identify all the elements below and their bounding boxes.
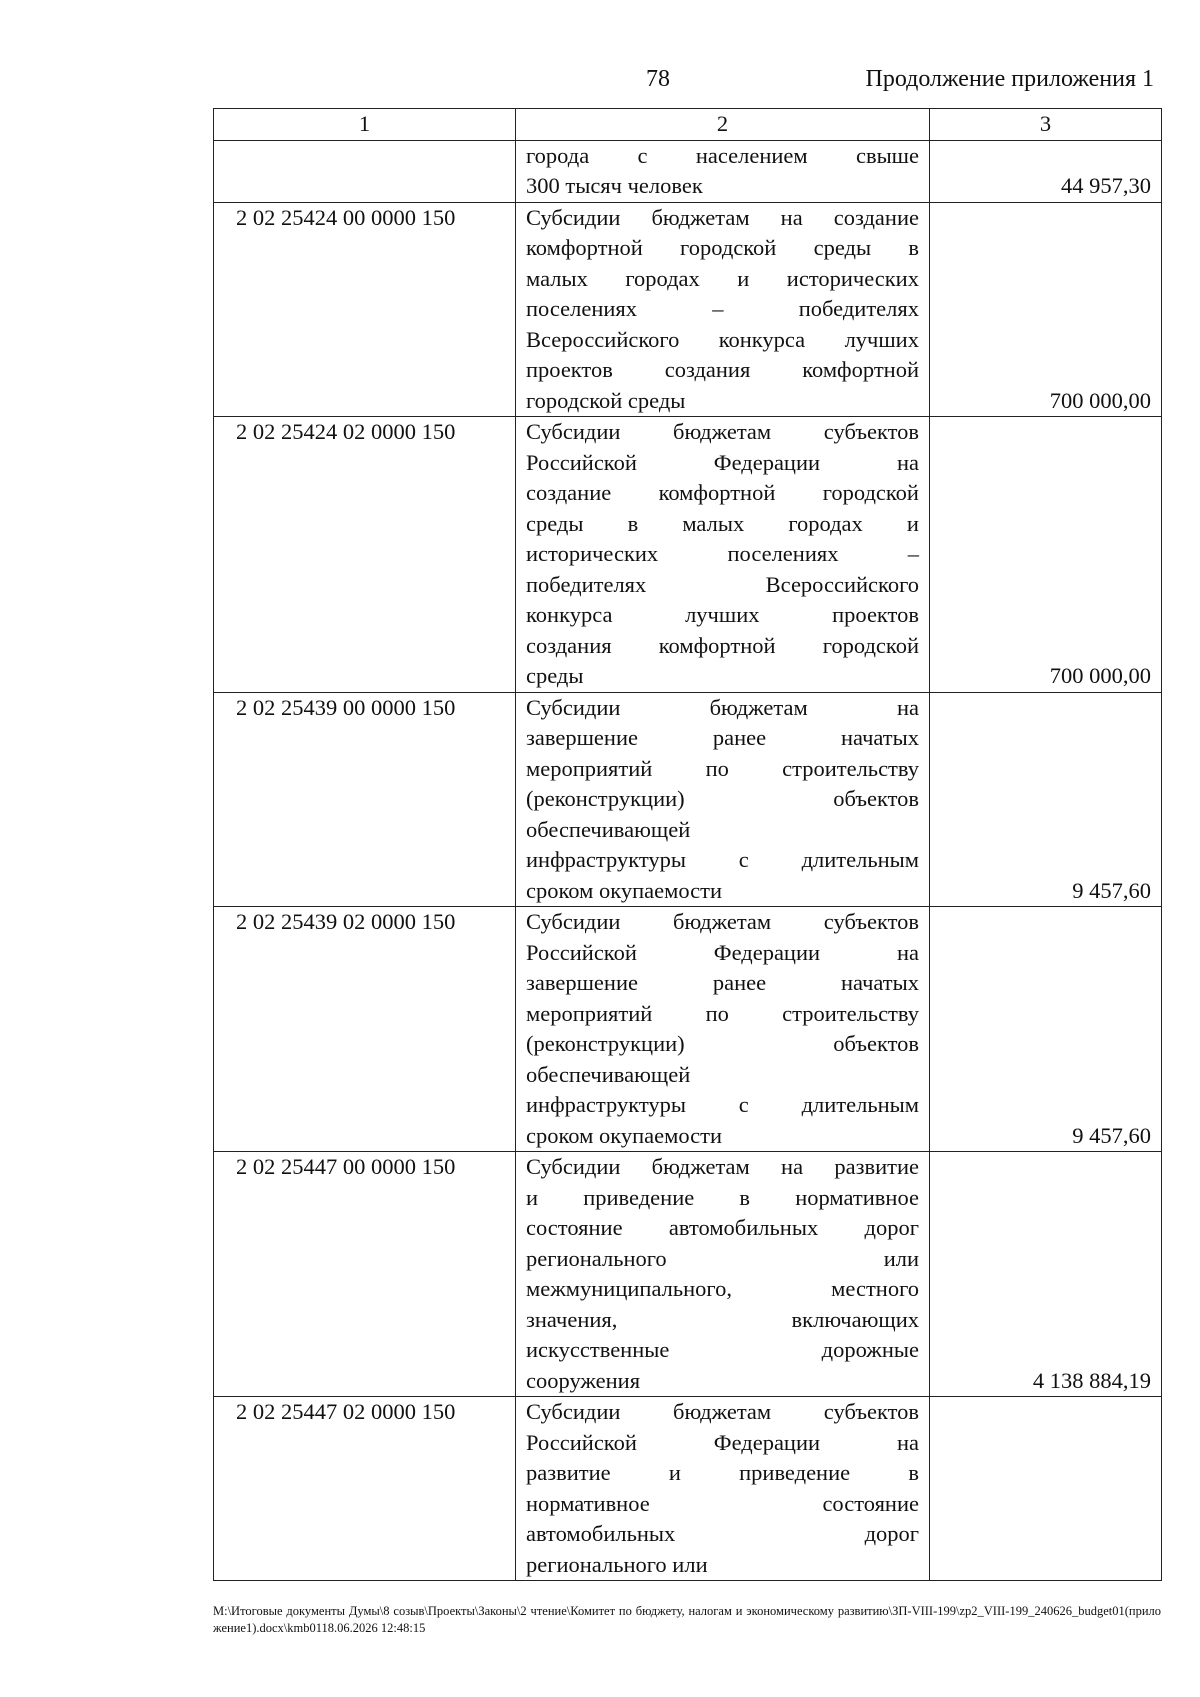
word: автомобильных bbox=[526, 1521, 676, 1546]
word: свыше bbox=[855, 142, 919, 168]
row-description-cell bbox=[516, 1397, 930, 1581]
row-code-cell: 2 02 25439 02 0000 150 bbox=[214, 907, 516, 1152]
table-row bbox=[214, 1152, 1162, 1397]
description-line bbox=[526, 938, 919, 969]
word: в bbox=[739, 1184, 751, 1210]
word: длительным bbox=[801, 1092, 919, 1117]
word: создания bbox=[526, 632, 612, 658]
word: городской bbox=[680, 235, 777, 260]
word: бюджетам bbox=[673, 1399, 772, 1424]
row-code-cell: 2 02 25424 00 0000 150 bbox=[214, 202, 516, 417]
word: Российской bbox=[526, 1429, 637, 1455]
word: субъектов bbox=[823, 909, 919, 934]
description-line bbox=[526, 1397, 919, 1428]
description-line bbox=[526, 631, 919, 662]
word: победителях bbox=[526, 571, 647, 597]
row-amount-cell: 700 000,00 bbox=[930, 202, 1162, 417]
word: завершение bbox=[526, 970, 638, 995]
description-line bbox=[526, 448, 919, 479]
word: комфортной bbox=[802, 357, 919, 382]
column-header-code: 1 bbox=[214, 109, 516, 141]
description-line bbox=[526, 1458, 919, 1489]
word: города bbox=[526, 142, 590, 168]
word: мероприятий bbox=[526, 1000, 653, 1026]
description-line bbox=[526, 478, 919, 509]
word: дорожные bbox=[821, 1337, 919, 1362]
word: на bbox=[896, 694, 919, 720]
word: исторических bbox=[786, 265, 919, 291]
row-description-cell bbox=[516, 202, 930, 417]
word: городах bbox=[625, 265, 700, 291]
description-line bbox=[526, 417, 919, 448]
description-line bbox=[526, 1090, 919, 1121]
word: Российской bbox=[526, 449, 637, 475]
page-number: 78 bbox=[646, 66, 670, 92]
word: Субсидии bbox=[526, 419, 621, 444]
word: автомобильных bbox=[668, 1215, 819, 1240]
table-header-row bbox=[214, 109, 1162, 141]
word: среды bbox=[526, 510, 584, 536]
word: состояние bbox=[526, 1215, 623, 1240]
word: инфраструктуры bbox=[526, 1092, 686, 1117]
word: бюджетам bbox=[673, 909, 772, 934]
row-amount-cell: 44 957,30 bbox=[930, 140, 1162, 202]
word: на bbox=[896, 1429, 919, 1455]
word: и bbox=[668, 1460, 681, 1485]
word: среды bbox=[813, 235, 872, 260]
description-line bbox=[526, 1213, 919, 1244]
description-line bbox=[526, 600, 919, 631]
description-line bbox=[526, 1305, 919, 1336]
word: включающих bbox=[791, 1306, 919, 1332]
description-line bbox=[526, 784, 919, 815]
row-amount-cell: 9 457,60 bbox=[930, 692, 1162, 907]
description-line: сроком окупаемости bbox=[526, 877, 722, 903]
row-description-cell bbox=[516, 1152, 930, 1397]
table-row bbox=[214, 417, 1162, 693]
budget-table bbox=[213, 108, 1162, 1581]
row-code-cell: 2 02 25447 00 0000 150 bbox=[214, 1152, 516, 1397]
word: конкурса bbox=[526, 602, 613, 627]
description-line bbox=[526, 233, 919, 264]
word: создания bbox=[664, 357, 751, 382]
word: с bbox=[738, 847, 749, 872]
description-line bbox=[526, 141, 919, 172]
word: проектов bbox=[526, 357, 613, 382]
word: межмуниципального, bbox=[526, 1276, 732, 1301]
word: (реконструкции) bbox=[526, 1031, 685, 1056]
word: развитие bbox=[526, 1460, 611, 1485]
word: создание bbox=[833, 204, 919, 230]
word: субъектов bbox=[823, 1399, 919, 1424]
word: и bbox=[526, 1184, 539, 1210]
row-description-cell bbox=[516, 140, 930, 202]
word: бюджетам bbox=[651, 1154, 750, 1179]
word: объектов bbox=[833, 1031, 919, 1056]
word: развитие bbox=[834, 1154, 919, 1179]
word: с bbox=[738, 1092, 749, 1117]
word: городской bbox=[822, 480, 919, 505]
table-row bbox=[214, 907, 1162, 1152]
word: Всероссийского bbox=[765, 571, 919, 597]
word: Субсидии bbox=[526, 694, 621, 720]
word: нормативное bbox=[795, 1184, 919, 1210]
word: начатых bbox=[840, 725, 919, 750]
description-line bbox=[526, 754, 919, 785]
word: Всероссийского bbox=[526, 326, 680, 352]
word: приведение bbox=[739, 1460, 851, 1485]
word: значения, bbox=[526, 1306, 618, 1332]
word: дорог bbox=[864, 1521, 919, 1546]
table-row bbox=[214, 140, 1162, 202]
word: городской bbox=[822, 632, 919, 658]
row-code-cell: 2 02 25424 02 0000 150 bbox=[214, 417, 516, 693]
word: комфортной bbox=[658, 632, 776, 658]
word: Субсидии bbox=[526, 1399, 621, 1424]
description-line bbox=[526, 570, 919, 601]
row-amount-cell: 9 457,60 bbox=[930, 907, 1162, 1152]
description-line bbox=[526, 1519, 919, 1550]
word: мероприятий bbox=[526, 755, 653, 781]
row-description-cell bbox=[516, 907, 930, 1152]
row-amount-cell bbox=[930, 1397, 1162, 1581]
word: нормативное bbox=[526, 1490, 650, 1516]
word: приведение bbox=[583, 1184, 695, 1210]
word: ранее bbox=[712, 725, 767, 750]
word: населением bbox=[695, 142, 808, 168]
word: конкурса bbox=[718, 326, 806, 352]
continuation-label: Продолжение приложения 1 bbox=[865, 66, 1154, 92]
word: в bbox=[627, 510, 639, 536]
table-row bbox=[214, 202, 1162, 417]
description-line: 300 тысяч человек bbox=[526, 173, 703, 198]
description-line bbox=[526, 264, 919, 295]
column-header-description: 2 bbox=[516, 109, 930, 141]
word: комфортной bbox=[658, 480, 776, 505]
word: обеспечивающей bbox=[526, 1061, 691, 1087]
word: ранее bbox=[712, 970, 767, 995]
description-line bbox=[526, 693, 919, 724]
row-description-cell bbox=[516, 417, 930, 693]
word: исторических bbox=[526, 541, 659, 566]
row-amount-cell: 700 000,00 bbox=[930, 417, 1162, 693]
word: обеспечивающей bbox=[526, 816, 691, 842]
description-line bbox=[526, 907, 919, 938]
word: искусственные bbox=[526, 1337, 670, 1362]
description-line bbox=[526, 845, 919, 876]
word: Субсидии bbox=[526, 909, 621, 934]
word: и bbox=[737, 265, 750, 291]
word: состояние bbox=[822, 1490, 919, 1516]
description-line bbox=[526, 968, 919, 999]
description-line bbox=[526, 1152, 919, 1183]
word: создание bbox=[526, 480, 612, 505]
description-line bbox=[526, 355, 919, 386]
description-line bbox=[526, 1244, 919, 1275]
word: начатых bbox=[840, 970, 919, 995]
word: проектов bbox=[832, 602, 919, 627]
word: – bbox=[712, 296, 724, 321]
word: (реконструкции) bbox=[526, 786, 685, 811]
word: на bbox=[896, 939, 919, 965]
description-line bbox=[526, 815, 919, 846]
row-amount-cell: 4 138 884,19 bbox=[930, 1152, 1162, 1397]
word: длительным bbox=[801, 847, 919, 872]
word: Субсидии bbox=[526, 1154, 621, 1179]
word: малых bbox=[682, 510, 745, 536]
row-code-cell: 2 02 25447 02 0000 150 bbox=[214, 1397, 516, 1581]
word: лучших bbox=[685, 602, 760, 627]
description-line bbox=[526, 1335, 919, 1366]
description-line: городской среды bbox=[526, 387, 686, 413]
word: бюджетам bbox=[651, 204, 750, 230]
word: Субсидии bbox=[526, 204, 621, 230]
word: в bbox=[908, 1460, 919, 1485]
column-header-amount: 3 bbox=[930, 109, 1162, 141]
row-code-cell: 2 02 25439 00 0000 150 bbox=[214, 692, 516, 907]
word: – bbox=[907, 541, 919, 566]
word: местного bbox=[831, 1276, 919, 1301]
word: по bbox=[705, 755, 729, 781]
description-line bbox=[526, 509, 919, 540]
word: бюджетам bbox=[709, 694, 808, 720]
word: регионального bbox=[526, 1245, 667, 1271]
word: дорог bbox=[864, 1215, 919, 1240]
word: субъектов bbox=[823, 419, 919, 444]
word: Федерации bbox=[713, 1429, 821, 1455]
description-line bbox=[526, 203, 919, 234]
description-line: регионального или bbox=[526, 1551, 708, 1577]
word: завершение bbox=[526, 725, 638, 750]
word: по bbox=[705, 1000, 729, 1026]
description-line: среды bbox=[526, 663, 584, 688]
description-line bbox=[526, 1274, 919, 1305]
description-line bbox=[526, 1489, 919, 1520]
description-line: сроком окупаемости bbox=[526, 1122, 722, 1148]
word: победителях bbox=[798, 296, 919, 321]
word: строительству bbox=[782, 1000, 919, 1026]
row-description-cell bbox=[516, 692, 930, 907]
word: с bbox=[637, 142, 648, 168]
description-line bbox=[526, 1060, 919, 1091]
description-line bbox=[526, 723, 919, 754]
word: поселениях bbox=[727, 541, 839, 566]
table-row bbox=[214, 1397, 1162, 1581]
description-line bbox=[526, 539, 919, 570]
description-line bbox=[526, 1428, 919, 1459]
description-line: сооружения bbox=[526, 1367, 641, 1393]
word: Федерации bbox=[713, 449, 821, 475]
word: малых bbox=[526, 265, 588, 291]
word: Российской bbox=[526, 939, 637, 965]
description-line bbox=[526, 325, 919, 356]
word: или bbox=[883, 1245, 919, 1271]
footer-file-path: M:\Итоговые документы Думы\8 созыв\Проекты\Законы\2 чтение\Комитет по бюджету, налогам и экономическому развитию\ЗП-VIII-199\zp2_VIII-199_240626_budget01(приложение1).docx\kmb0118.06.2026 12:48:15 bbox=[213, 1604, 1161, 1635]
word: комфортной bbox=[526, 235, 643, 260]
word: и bbox=[906, 510, 919, 536]
row-code-cell bbox=[214, 140, 516, 202]
word: строительству bbox=[782, 755, 919, 781]
word: на bbox=[780, 204, 803, 230]
word: в bbox=[908, 235, 919, 260]
word: объектов bbox=[833, 786, 919, 811]
word: лучших bbox=[844, 326, 919, 352]
word: городах bbox=[788, 510, 863, 536]
word: инфраструктуры bbox=[526, 847, 686, 872]
description-line bbox=[526, 999, 919, 1030]
word: поселениях bbox=[526, 296, 637, 321]
description-line bbox=[526, 294, 919, 325]
description-line bbox=[526, 1029, 919, 1060]
word: Федерации bbox=[713, 939, 821, 965]
table-body bbox=[214, 109, 1162, 1581]
table-row bbox=[214, 692, 1162, 907]
word: бюджетам bbox=[673, 419, 772, 444]
word: на bbox=[781, 1154, 804, 1179]
word: на bbox=[896, 449, 919, 475]
description-line bbox=[526, 1183, 919, 1214]
